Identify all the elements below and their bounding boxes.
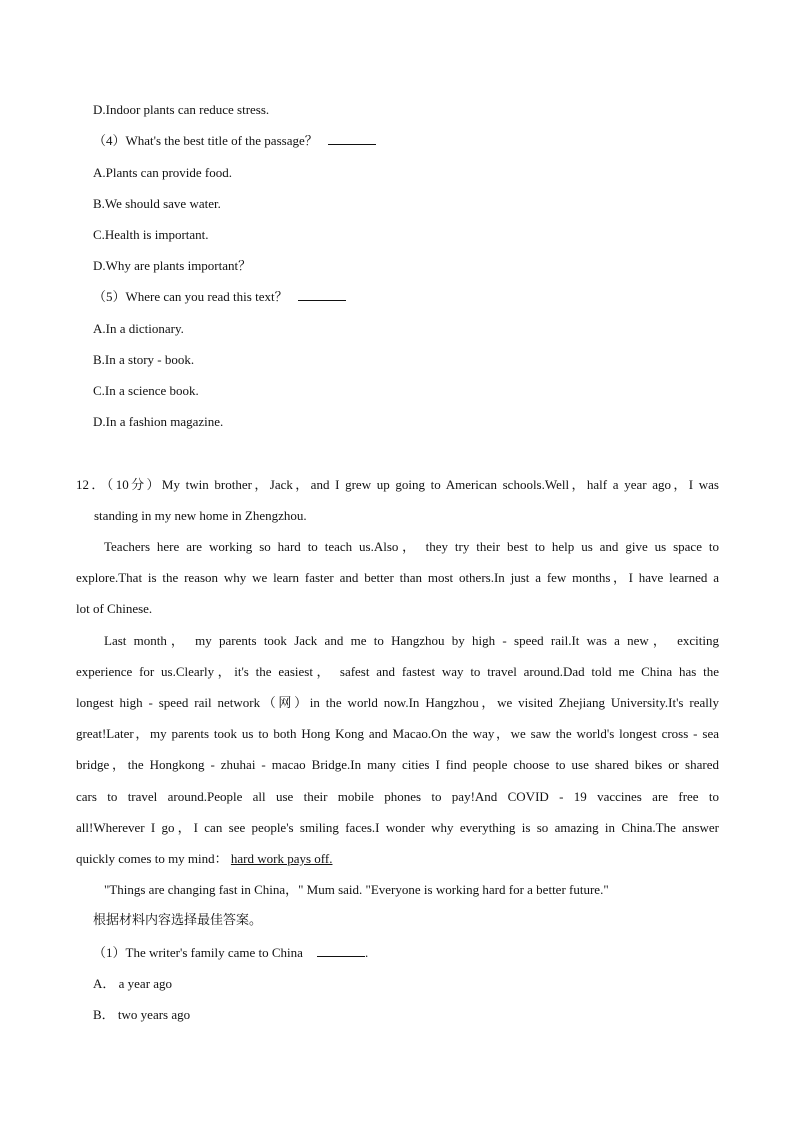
q1-blank-suffix: . <box>364 945 369 960</box>
q5-option-c: C.In a science book. <box>93 383 199 398</box>
q12-q1-prompt <box>93 944 368 962</box>
para2-line-7: all!Wherever I go，I can see people's smiling faces.I wonder why everything is so amazing in China.The answer <box>76 820 719 835</box>
para2-last-prefix: quickly comes to my mind： <box>76 851 228 866</box>
underlined-phrase: hard work pays off. <box>230 851 333 866</box>
q4-option-c: C.Health is important. <box>93 227 209 242</box>
q1-prompt-text: （1）The writer's family came to China <box>93 945 303 960</box>
para2-line-6: cars to travel around.People all use their mobile phones to pay!And COVID - 19 vaccines are free to <box>76 789 719 804</box>
q12-lead-cont: standing in my new home in Zhengzhou. <box>94 508 307 523</box>
para2-line-2: experience for us.Clearly，it's the easiest， safest and fastest way to travel around.Dad told me China has the <box>76 664 719 679</box>
para2-line-5: bridge，the Hongkong - zhuhai - macao Bridge.In many cities I find people choose to use shared bikes or shared <box>76 757 719 772</box>
q11-q4-prompt <box>93 132 376 150</box>
q4-option-a: A.Plants can provide food. <box>93 165 233 180</box>
q1-option-a: A． a year ago <box>93 976 173 991</box>
q5-option-d: D.In a fashion magazine. <box>93 414 224 429</box>
q11-option-d-prev: D.Indoor plants can reduce stress. <box>93 102 270 117</box>
q4-option-b: B.We should save water. <box>93 196 221 211</box>
q11-q5-prompt <box>93 288 346 306</box>
q12-lead: 12．（10分）My twin brother，Jack，and I grew up going to American schools.Well，half a year ago，I was <box>76 477 719 492</box>
para1-line-2: explore.That is the reason why we learn faster and better than most others.In just a few months，I have learned a <box>76 570 719 585</box>
q4-prompt-text: （4）What's the best title of the passage？ <box>93 133 318 148</box>
para2-line-4: great!Later，my parents took us to both Hong Kong and Macao.On the way，we saw the world's longest cross - sea <box>76 726 719 741</box>
para2-line-8 <box>76 850 332 868</box>
para1-line-1: Teachers here are working so hard to teach us.Also， they try their best to help us and give us space to <box>104 539 719 554</box>
answer-blank <box>298 288 346 301</box>
instruction: 根据材料内容选择最佳答案。 <box>93 913 263 928</box>
para2-line-3: longest high - speed rail network（网）in the world now.In Hangzhou，we visited Zhejiang University.It's really <box>76 695 719 710</box>
para2-line-1: Last month， my parents took Jack and me to Hangzhou by high - speed rail.It was a new， exciting <box>104 633 719 648</box>
mum-quote: "Things are changing fast in China，" Mum said. "Everyone is working hard for a better future." <box>104 882 609 897</box>
q5-option-a: A.In a dictionary. <box>93 321 184 336</box>
q5-prompt-text: （5）Where can you read this text？ <box>93 289 288 304</box>
q5-option-b: B.In a story - book. <box>93 352 195 367</box>
answer-blank <box>328 132 376 145</box>
q1-option-b: B． two years ago <box>93 1007 191 1022</box>
answer-blank <box>317 944 365 957</box>
para1-line-3: lot of Chinese. <box>76 601 153 616</box>
q4-option-d: D.Why are plants important？ <box>93 258 252 273</box>
